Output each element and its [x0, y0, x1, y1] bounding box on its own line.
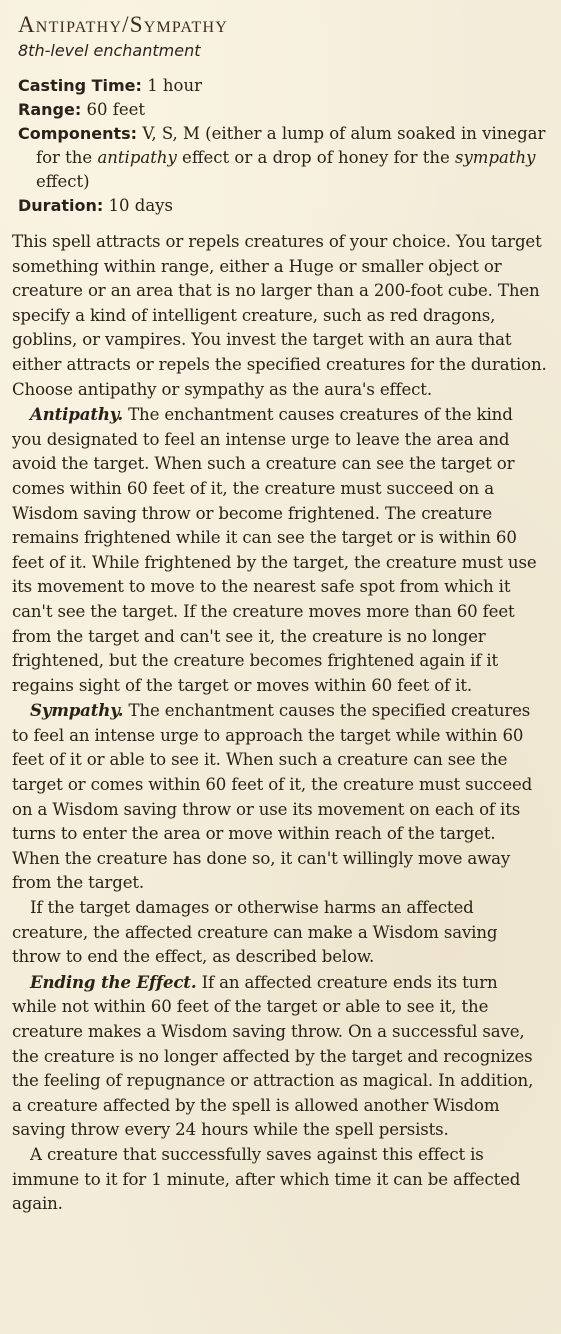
ending-heading: Ending the Effect.	[30, 971, 197, 992]
range	[18, 98, 547, 122]
spell-title: Antipathy/Sympathy	[18, 12, 229, 37]
range-label: Range:	[18, 100, 82, 119]
duration-label: Duration:	[18, 196, 104, 215]
components-em-sympathy: sympathy	[455, 148, 536, 167]
casting-time-label: Casting Time:	[18, 76, 142, 95]
components-value-c: effect)	[36, 172, 90, 191]
sympathy-text: The enchantment causes the specified creatures to feel an intense urge to approach the target while within 60 feet of it or able to see it. When such a creature can see the target or comes within 60 feet of it, the creature must succeed on a Wisdom saving throw or use its movement on each of its turns to enter the area or move within reach of the target. When the creature has done so, it can't willingly move away from the target.	[12, 701, 533, 893]
casting-time	[18, 74, 547, 98]
antipathy-paragraph	[12, 402, 547, 698]
antipathy-heading: Antipathy.	[30, 404, 124, 425]
range-value: 60 feet	[86, 100, 145, 119]
harm-paragraph: If the target damages or otherwise harms an affected creature, the affected creature can make a Wisdom saving throw to end the effect, as described below.	[12, 898, 498, 967]
sympathy-paragraph	[12, 698, 547, 896]
components-value-a: V, S, M (either a lump of alum soaked in vinegar for the	[36, 124, 546, 167]
ending-paragraph	[12, 970, 547, 1143]
components-label: Components:	[18, 124, 138, 143]
casting-time-value: 1 hour	[147, 76, 203, 95]
antipathy-text: The enchantment causes creatures of the kind you designated to feel an intense urge to leave the area and avoid the target. When such a creature can see the target or comes within 60 feet of it, the creature must succeed on a Wisdom saving throw or become frightened. The creature remains frightened while it can see the target or is within 60 feet of it. While frightened by the target, the creature must use its movement to move to the nearest safe spot from which it can't see the target. If the creature moves more than 60 feet from the target and can't see it, the creature is no longer frightened, but the creature becomes frightened again if it regains sight of the target or moves within 60 feet of it.	[12, 405, 537, 695]
spell-level: 8th-level enchantment	[18, 41, 201, 60]
components-em-antipathy: antipathy	[97, 148, 177, 167]
intro-paragraph: This spell attracts or repels creatures of your choice. You target something within range, either a Huge or smaller object or creature or an area that is no larger than a 200-foot cube. Then specify a kind of intelligent creature, such as red dragons, goblins, or vampires. You invest the target with an aura that either attracts or repels the specified creatures for the duration. Choose antipathy or sympathy as the aura's effect.	[12, 232, 547, 399]
duration	[18, 194, 547, 218]
ending-text: If an affected creature ends its turn while not within 60 feet of the target or able to see it, the creature makes a Wisdom saving throw. On a successful save, the creature is no longer affected by the target and recognizes the feeling of repugnance or attraction as magical. In addition, a creature affected by the spell is allowed another Wisdom saving throw every 24 hours while the spell persists.	[12, 972, 534, 1140]
components-value-b: effect or a drop of honey for the	[176, 148, 456, 167]
components	[18, 122, 547, 194]
immune-paragraph: A creature that successfully saves against this effect is immune to it for 1 minute, after which time it can be affected again.	[12, 1144, 521, 1214]
duration-value: 10 days	[108, 196, 173, 215]
spell-description	[12, 230, 547, 1217]
sympathy-heading: Sympathy.	[30, 700, 124, 721]
